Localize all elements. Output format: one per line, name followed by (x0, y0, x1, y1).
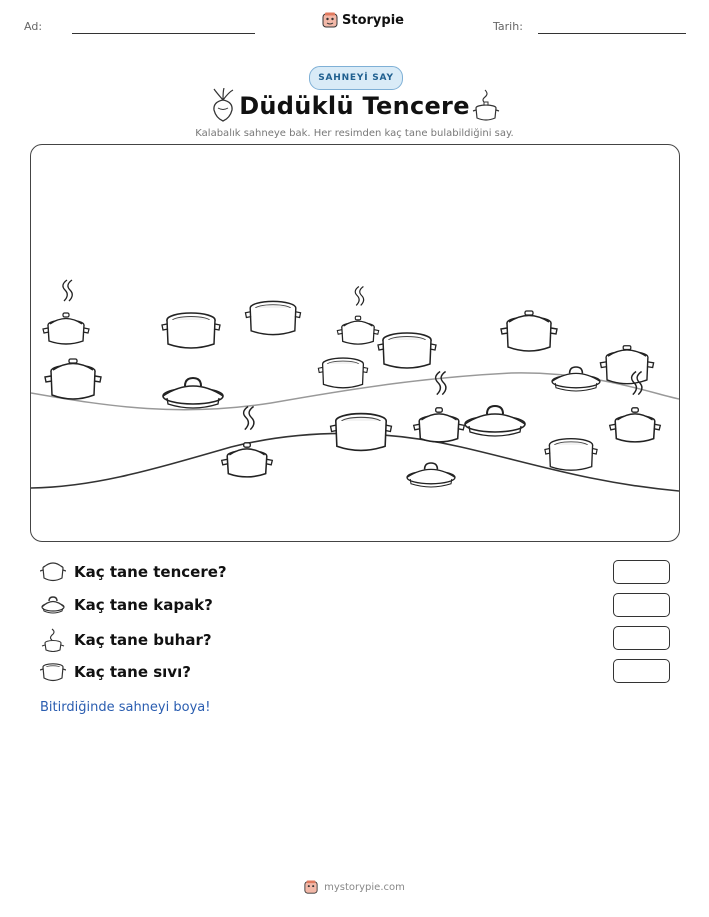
lid-2[interactable] (465, 406, 525, 436)
question-lids (40, 594, 213, 616)
lid-1[interactable] (163, 378, 223, 408)
steam-pot-2[interactable] (337, 287, 378, 345)
coloring-note: Bitirdiğinde sahneyi boya! (40, 700, 211, 715)
steam-pot-1[interactable] (43, 280, 89, 344)
instructions: Kalabalık sahneye bak. Her resimden kaç tane bulabildiğini say. (195, 128, 514, 139)
pot-3[interactable] (600, 346, 653, 384)
answer-box-liquid[interactable] (613, 659, 670, 683)
answer-box-steam[interactable] (613, 626, 670, 650)
liquid-icon (40, 661, 66, 683)
activity-badge: SAHNEYİ SAY (309, 66, 403, 90)
question-text: Kaç tane buhar? (74, 631, 212, 649)
question-pots (40, 561, 227, 583)
liquid-pot-2[interactable] (245, 301, 300, 334)
liquid-pot-5[interactable] (331, 414, 392, 451)
footer (0, 880, 709, 894)
liquid-pot-6[interactable] (545, 439, 597, 471)
lid-3[interactable] (552, 367, 600, 391)
page-title: Düdüklü Tencere (239, 92, 470, 120)
brand-name: Storypie (342, 12, 404, 28)
lid-4[interactable] (407, 463, 455, 487)
steam-pot-4[interactable] (414, 372, 465, 442)
name-line[interactable] (72, 33, 255, 34)
scene-drawing (31, 145, 679, 541)
question-liquid (40, 661, 191, 683)
liquid-pot-1[interactable] (162, 313, 220, 348)
question-steam (40, 628, 212, 652)
brand-logo (322, 12, 404, 28)
name-label: Ad: (24, 20, 43, 33)
pot-2[interactable] (501, 311, 557, 351)
question-text: Kaç tane tencere? (74, 563, 227, 581)
pot-icon (40, 561, 66, 583)
pot-1[interactable] (45, 359, 101, 399)
storypie-mascot-icon (304, 880, 318, 894)
answer-box-lids[interactable] (613, 593, 670, 617)
lid-icon (40, 594, 66, 616)
steaming-pot-icon (472, 88, 500, 122)
question-text: Kaç tane kapak? (74, 596, 213, 614)
date-label: Tarih: (493, 20, 523, 33)
answer-box-pots[interactable] (613, 560, 670, 584)
liquid-pot-4[interactable] (318, 358, 367, 388)
steam-icon (40, 628, 66, 652)
footer-url[interactable]: mystorypie.com (324, 881, 405, 893)
question-text: Kaç tane sıvı? (74, 663, 191, 681)
liquid-pot-3[interactable] (378, 333, 436, 368)
steam-pot-3[interactable] (222, 407, 273, 477)
counting-scene (30, 144, 680, 542)
date-line[interactable] (538, 33, 686, 34)
storypie-mascot-icon (322, 12, 338, 28)
